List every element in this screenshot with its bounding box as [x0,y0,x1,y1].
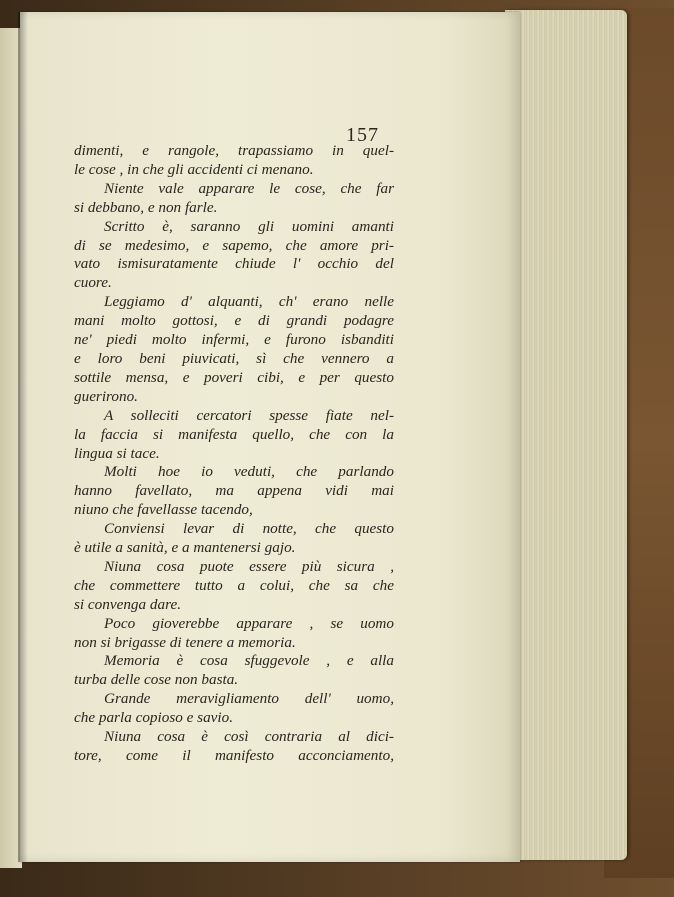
text-line: A solleciti cercatori spesse fiate nel- [104,406,394,424]
text-line: che commettere tutto a colui, che sa che [74,576,394,594]
text-line: Molti hoe io veduti, che parlando [104,463,394,481]
text-line: e loro beni piuvicati, sì che vennero a [74,349,394,367]
text-line: hanno favellato, ma appena vidi mai [74,482,394,500]
text-line: lingua si tace. [74,444,160,462]
text-line: tore, come il manifesto acconciamento, [74,747,394,764]
text-line: è utile a sanità, e a mantenersi gajo. [74,539,296,557]
text-line: Niente vale apparare le cose, che far [104,179,394,197]
text-line: la faccia si manifesta quello, che con la [74,425,394,443]
text-line: Scritto è, saranno gli uomini amanti [104,217,394,235]
text-line: si convenga dare. [74,595,181,613]
text-line: che parla copioso e savio. [74,709,234,727]
text-line: cuore. [74,274,112,292]
text-line: mani molto gottosi, e di grandi podagre [74,312,394,330]
text-line: Leggiamo d' alquanti, ch' erano nelle [104,293,394,311]
text-line: guerirono. [74,387,138,405]
text-line: Grande meravigliamento dell' uomo, [104,690,394,708]
text-line: si debbano, e non farle. [74,198,218,216]
text-line: di se medesimo, e sapemo, che amore pri- [74,236,394,254]
text-line: non si brigasse di tenere a memoria. [74,633,296,651]
page-number: 157 [346,124,379,146]
text-line: dimenti, e rangole, trapassiamo in quel- [74,142,394,159]
text-line: niuno che favellasse tacendo, [74,501,253,519]
text-line: Poco gioverebbe apparare , se uomo [104,614,394,632]
page-gutter-shadow [18,12,28,862]
text-line: Memoria è cosa sfuggevole , e alla [104,652,394,670]
text-line: Niuna cosa è così contraria al dici- [104,728,394,746]
page-text-block [74,142,394,766]
text-line: Niuna cosa puote essere più sicura , [104,557,394,575]
text-line: sottile mensa, e poveri cibi, e per questo [74,368,394,386]
text-line: vato ismisuratamente chiude l' occhio del [74,255,394,273]
text-line: Conviensi levar di notte, che questo [104,520,394,538]
text-line: ne' piedi molto infermi, e furono isbanditi [74,331,394,349]
page-stack-edges [505,10,627,860]
text-line: le cose , in che gli accidenti ci menano. [74,160,314,178]
text-line: turba delle cose non basta. [74,671,239,689]
